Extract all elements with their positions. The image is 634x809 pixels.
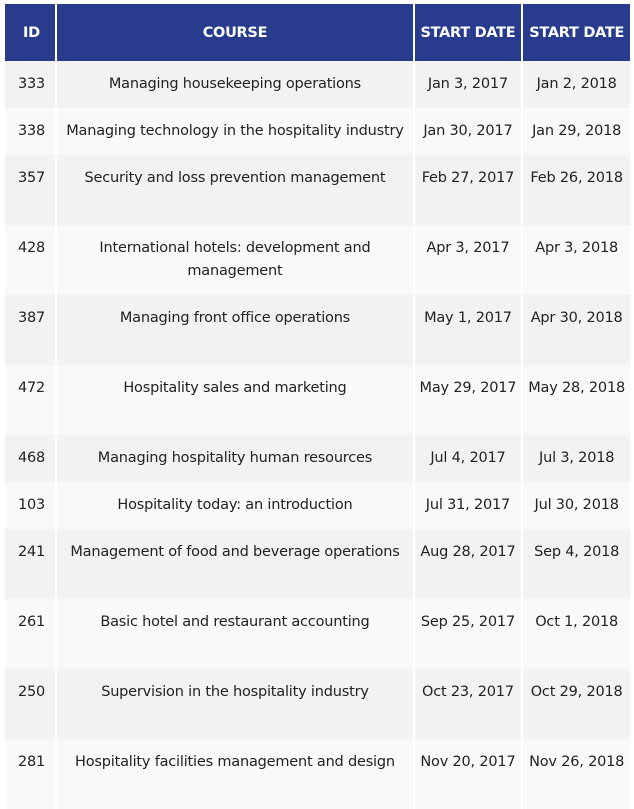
course-schedule-table-container [5,4,634,809]
header-id: ID [5,4,55,61]
course-id-cell: 387 [5,295,55,365]
start-date-2017-cell: Feb 27, 2017 [415,155,522,225]
table-row [5,482,630,529]
course-name-cell: Supervision in the hospitality industry [57,669,412,739]
table-row [5,529,630,599]
start-date-2018-cell: May 28, 2018 [523,365,630,435]
table-row [5,295,630,365]
course-id-cell: 241 [5,529,55,599]
course-id-cell: 281 [5,739,55,809]
table-row [5,155,630,225]
course-id-cell: 472 [5,365,55,435]
table-row [5,61,630,108]
start-date-2018-cell: Jan 29, 2018 [523,108,630,155]
start-date-2018-cell: Feb 26, 2018 [523,155,630,225]
start-date-2017-cell: Jul 31, 2017 [415,482,522,529]
course-name-cell: Managing front office operations [57,295,412,365]
start-date-2018-cell: Apr 30, 2018 [523,295,630,365]
course-name-cell: Managing technology in the hospitality industry [57,108,412,155]
table-row [5,108,630,155]
course-name-cell: Security and loss prevention management [57,155,412,225]
start-date-2017-cell: Jan 3, 2017 [415,61,522,108]
start-date-2018-cell: Jan 2, 2018 [523,61,630,108]
start-date-2017-cell: Sep 25, 2017 [415,599,522,669]
table-row [5,365,630,435]
course-name-cell: Basic hotel and restaurant accounting [57,599,412,669]
table-header [5,4,630,61]
course-name-cell: Management of food and beverage operations [57,529,412,599]
course-id-cell: 428 [5,225,55,295]
start-date-2018-cell: Oct 1, 2018 [523,599,630,669]
start-date-2018-cell: Nov 26, 2018 [523,739,630,809]
start-date-2017-cell: May 29, 2017 [415,365,522,435]
start-date-2017-cell: Oct 23, 2017 [415,669,522,739]
start-date-2017-cell: Aug 28, 2017 [415,529,522,599]
header-row [5,4,630,61]
course-id-cell: 357 [5,155,55,225]
course-name-cell: Managing housekeeping operations [57,61,412,108]
table-row [5,739,630,809]
start-date-2017-cell: Jul 4, 2017 [415,435,522,482]
course-name-cell: Hospitality today: an introduction [57,482,412,529]
start-date-2018-cell: Jul 30, 2018 [523,482,630,529]
header-start-date-2018: START DATE [523,4,630,61]
start-date-2018-cell: Oct 29, 2018 [523,669,630,739]
start-date-2017-cell: Nov 20, 2017 [415,739,522,809]
course-id-cell: 333 [5,61,55,108]
table-row [5,225,630,295]
table-row [5,435,630,482]
course-id-cell: 468 [5,435,55,482]
course-name-cell: Hospitality sales and marketing [57,365,412,435]
course-id-cell: 103 [5,482,55,529]
start-date-2017-cell: May 1, 2017 [415,295,522,365]
table-row [5,669,630,739]
course-id-cell: 338 [5,108,55,155]
course-id-cell: 250 [5,669,55,739]
course-schedule-table [3,4,632,809]
start-date-2018-cell: Sep 4, 2018 [523,529,630,599]
header-course: COURSE [57,4,412,61]
start-date-2017-cell: Jan 30, 2017 [415,108,522,155]
table-body [5,61,630,809]
start-date-2018-cell: Jul 3, 2018 [523,435,630,482]
course-name-cell: Managing hospitality human resources [57,435,412,482]
course-id-cell: 261 [5,599,55,669]
start-date-2017-cell: Apr 3, 2017 [415,225,522,295]
start-date-2018-cell: Apr 3, 2018 [523,225,630,295]
course-name-cell: International hotels: development and management [57,225,412,295]
course-name-cell: Hospitality facilities management and design [57,739,412,809]
header-start-date-2017: START DATE [415,4,522,61]
table-row [5,599,630,669]
